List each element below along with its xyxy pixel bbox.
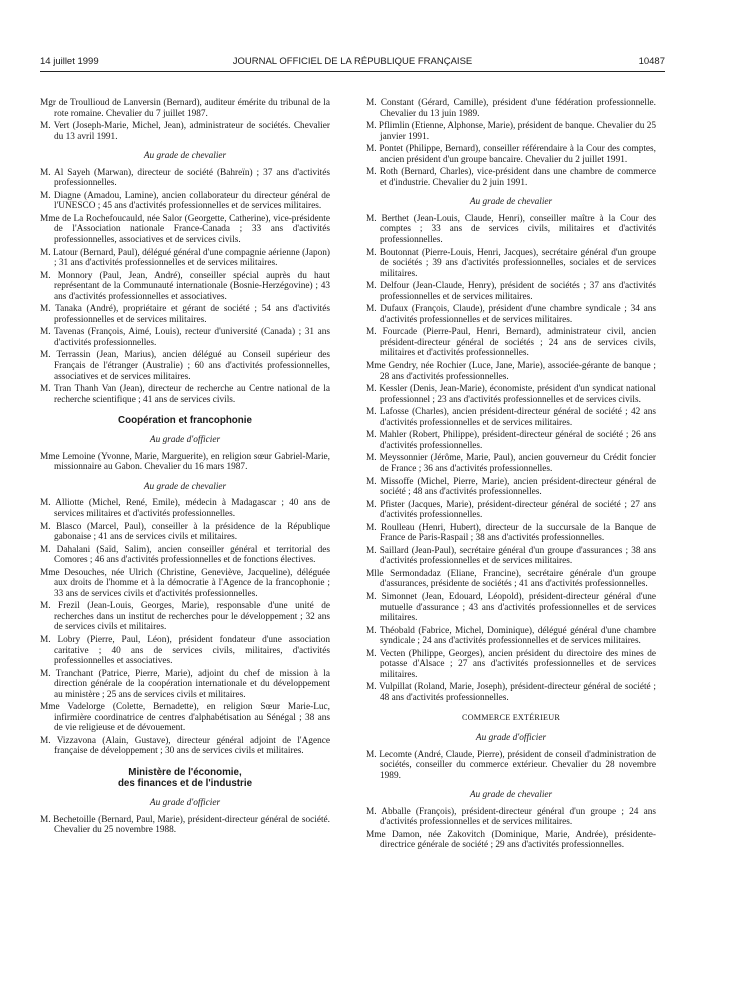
list-item: M. Roulleau (Henri, Hubert), directeur de la succursale de la Banque de France de Paris-Raspail ; 38 ans d'activités professionnelles.	[366, 522, 656, 544]
grade-heading: Au grade de chevalier	[143, 151, 227, 162]
list-item: M. Al Sayeh (Marwan), directeur de société (Bahreïn) ; 37 ans d'activités professionnelles.	[40, 167, 330, 189]
list-item: M. Lecomte (André, Claude, Pierre), président de conseil d'administration de sociétés, conseiller du commerce extérieur. Chevalier du 28 novembre 1989.	[366, 749, 656, 781]
list-item: M. Tran Thanh Van (Jean), directeur de recherche au Centre national de la recherche scientifique ; 41 ans de services civils.	[40, 384, 330, 405]
list-item: M. Fourcade (Pierre-Paul, Henri, Bernard), administrateur civil, ancien président-directeur général de sociétés ; 24 ans de services civils, militaires et d'activités professionnelles.	[366, 327, 656, 359]
list-item: M. Pfister (Jacques, Marie), président-directeur général de société ; 27 ans d'activités professionnelles.	[366, 499, 656, 521]
list-item: M. Dufaux (François, Claude), président d'une chambre syndicale ; 34 ans d'activités professionnelles et de services militaires.	[366, 304, 656, 325]
list-item: Mme Gendry, née Rochier (Luce, Jane, Marie), associée-gérante de banque ; 28 ans d'activités professionnelles.	[366, 361, 656, 382]
list-item: M. Dahalani (Saïd, Salim), ancien conseiller général et territorial des Comores ; 46 ans d'activités professionnelles et de fonctions électives.	[40, 544, 330, 566]
list-item: M. Delfour (Jean-Claude, Henry), président de sociétés ; 37 ans d'activités professionnelles et de services militaires.	[366, 281, 656, 302]
list-item: M. Théobald (Fabrice, Michel, Dominique), délégué général d'une chambre syndicale ; 24 ans d'activités professionnelles et de services militaires.	[366, 625, 656, 647]
list-item: M. Alliotte (Michel, René, Emile), médecin à Madagascar ; 40 ans de services militaires et d'activités professionnelles.	[40, 498, 330, 519]
list-item: M. Simonnet (Jean, Edouard, Léopold), président-directeur général d'une mutuelle d'assurance ; 43 ans d'activités professionnelles et de services militaires.	[366, 591, 656, 624]
list-item: Mme Vadelorge (Colette, Bernadette), en religion Sœur Marie-Luc, infirmière coordinatrice de centres d'alphabétisation au Sénégal ; 38 ans de vie religieuse et de dévouement.	[40, 702, 330, 734]
list-item: M. Meyssonnier (Jérôme, Marie, Paul), ancien gouverneur du Crédit foncier de France ; 36 ans d'activités professionnelles.	[366, 453, 656, 474]
list-item: M. Vizzavona (Alain, Gustave), directeur général adjoint de l'Agence française de développement ; 30 ans de services civils et militaires.	[40, 735, 330, 757]
list-item: M. Pontet (Philippe, Bernard), conseiller référendaire à la Cour des comptes, ancien président d'un groupe bancaire. Chevalier du 2 juillet 1991.	[366, 144, 656, 165]
list-item: M. Mahler (Robert, Philippe), président-directeur général de société ; 26 ans d'activités professionnelles.	[366, 430, 656, 451]
grade-heading: Au grade de chevalier	[143, 481, 227, 492]
header-date: 14 juillet 1999	[40, 56, 99, 67]
section-heading-line: des finances et de l'industrie	[117, 777, 253, 789]
journal-title: JOURNAL OFFICIEL DE LA RÉPUBLIQUE FRANÇAISE	[232, 56, 473, 67]
grade-heading: Au grade d'officier	[475, 732, 547, 743]
list-item: M. Vecten (Philippe, Georges), ancien président du directoire des mines de potasse d'Alsace ; 27 ans d'activités professionnelles et de services militaires.	[366, 648, 656, 680]
grade-heading: Au grade de chevalier	[469, 197, 553, 208]
list-item: M. Missoffe (Michel, Pierre, Marie), ancien président-directeur général de société ; 48 ans d'activités professionnelles.	[366, 476, 656, 498]
section-heading	[40, 767, 330, 789]
grade-heading: Au grade de chevalier	[469, 790, 553, 801]
list-item: M. Tanaka (André), propriétaire et gérant de société ; 54 ans d'activités professionnelles et de services militaires.	[40, 304, 330, 325]
page-header	[40, 56, 665, 70]
list-item: M. Lafosse (Charles), ancien président-directeur général de société ; 42 ans d'activités professionnelles et de services militaires.	[366, 407, 656, 428]
grade-heading: Au grade d'officier	[149, 435, 221, 446]
list-item: Mme de La Rochefoucauld, née Salor (Georgette, Catherine), vice-présidente de l'Association nationale France-Canada ; 33 ans d'activités professionnelles, associatives et de services civils.	[40, 213, 330, 246]
list-item: M. Saillard (Jean-Paul), secrétaire général d'un groupe d'assurances ; 38 ans d'activités professionnelles et de services militaires.	[366, 545, 656, 567]
list-item: Mme Damon, née Zakovitch (Dominique, Marie, Andrée), présidente-directrice générale de société ; 29 ans d'activités professionnelles.	[366, 829, 656, 851]
section-heading: Coopération et francophonie	[118, 415, 252, 427]
list-item: M. Blasco (Marcel, Paul), conseiller à la présidence de la République gabonaise ; 41 ans de services civils et militaires.	[40, 521, 330, 543]
list-item: M. Abballe (François), président-directeur général d'un groupe ; 24 ans d'activités professionnelles et de services militaires.	[366, 806, 656, 828]
list-item: M. Constant (Gérard, Camille), président d'une fédération professionnelle. Chevalier du 13 juin 1989.	[366, 98, 656, 119]
list-item: M. Tavenas (François, Aimé, Louis), recteur d'université (Canada) ; 31 ans d'activités professionnelles.	[40, 327, 330, 348]
list-item: M. Vert (Joseph-Marie, Michel, Jean), administrateur de sociétés. Chevalier du 13 avril 1991.	[40, 121, 330, 142]
header-rule	[40, 71, 665, 72]
list-item: M. Boutonnat (Pierre-Louis, Henri, Jacques), secrétaire général d'un groupe de sociétés ; 39 ans d'activités professionnelles, sociales et de services militaires.	[366, 247, 656, 279]
list-item: Mgr de Troullioud de Lanversin (Bernard), auditeur émérite du tribunal de la rote romaine. Chevalier du 7 juillet 1987.	[40, 98, 330, 119]
section-heading-line: Ministère de l'économie,	[128, 766, 242, 778]
section-heading: COMMERCE EXTÉRIEUR	[462, 713, 560, 723]
list-item: M. Latour (Bernard, Paul), délégué général d'une compagnie aérienne (Japon) ; 31 ans d'activités professionnelles et de services militaires.	[40, 247, 330, 269]
page-number: 10487	[638, 56, 665, 67]
list-item: M. Lobry (Pierre, Paul, Léon), président fondateur d'une association caritative ; 40 ans de services civils, militaires, d'activités professionnelles et associatives.	[40, 634, 330, 667]
right-column	[366, 98, 656, 853]
grade-heading: Au grade d'officier	[149, 797, 221, 808]
list-item: Mlle Sermondadaz (Eliane, Francine), secrétaire générale d'un groupe d'assurances, présidente de sociétés ; 41 ans d'activités professionnelles.	[366, 568, 656, 590]
list-item: M. Berthet (Jean-Louis, Claude, Henri), conseiller maître à la Cour des comptes ; 33 ans de services civils, militaires et d'activités professionnelles.	[366, 213, 656, 246]
list-item: M. Pflimlin (Etienne, Alphonse, Marie), président de banque. Chevalier du 25 janvier 1991.	[366, 121, 656, 142]
list-item: M. Frezil (Jean-Louis, Georges, Marie), responsable d'une unité de recherches dans un institut de recherches pour le développement ; 32 ans de services civils et militaires.	[40, 601, 330, 633]
list-item: M. Tranchant (Patrice, Pierre, Marie), adjoint du chef de mission à la direction générale de la coopération internationale et du développement au ministère ; 25 ans de services civils et militaires.	[40, 668, 330, 700]
list-item: M. Roth (Bernard, Charles), vice-président dans une chambre de commerce et d'industrie. Chevalier du 2 juin 1991.	[366, 167, 656, 188]
list-item: M. Monnory (Paul, Jean, André), conseiller spécial auprès du haut représentant de la Communauté internationale (Bosnie-Herzégovine) ; 43 ans d'activités professionnelles et associatives.	[40, 270, 330, 302]
list-item: M. Vulpillat (Roland, Marie, Joseph), président-directeur général de société ; 48 ans d'activités professionnelles.	[366, 682, 656, 703]
list-item: Mme Desouches, née Ulrich (Christine, Geneviève, Jacqueline), déléguée aux droits de l'homme et à la démocratie à l'Agence de la francophonie ; 33 ans de services civils et d'activités professionnelles.	[40, 567, 330, 599]
list-item: M. Terrassin (Jean, Marius), ancien délégué au Conseil supérieur des Français de l'étranger (Australie) ; 60 ans d'activités professionnelles, associatives et de services militaires.	[40, 350, 330, 382]
list-item: M. Bechetoille (Bernard, Paul, Marie), président-directeur général de société. Chevalier du 25 novembre 1988.	[40, 814, 330, 836]
list-item: M. Kessler (Denis, Jean-Marie), économiste, président d'un syndicat national professionnel ; 23 ans d'activités professionnelles et de services civils.	[366, 384, 656, 405]
list-item: Mme Lemoine (Yvonne, Marie, Marguerite), en religion sœur Gabriel-Marie, missionnaire au Gabon. Chevalier du 16 mars 1987.	[40, 451, 330, 473]
list-item: M. Diagne (Amadou, Lamine), ancien collaborateur du directeur général de l'UNESCO ; 45 ans d'activités professionnelles et de services militaires.	[40, 190, 330, 212]
left-column	[40, 98, 330, 838]
